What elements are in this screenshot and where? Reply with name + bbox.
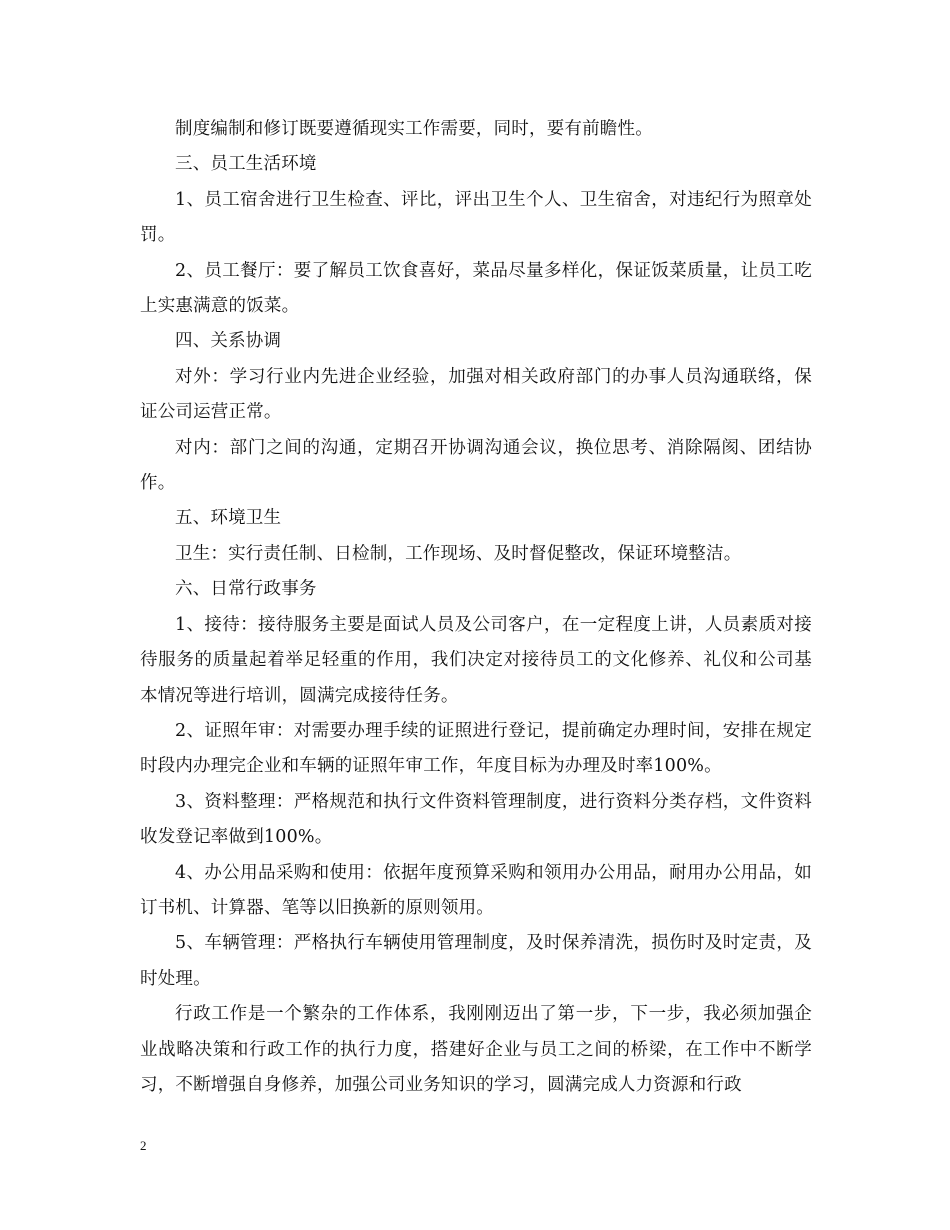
paragraph-15: 5、车辆管理：严格执行车辆使用管理制度，及时保养清洗，损伤时及时定责，及时处理。 (140, 933, 812, 989)
paragraph-6: 对外：学习行业内先进企业经验，加强对相关政府部门的办事人员沟通联络，保证公司运营正常。 (140, 366, 812, 423)
paragraph-12: 2、证照年审：对需要办理手续的证照进行登记，提前确定办理时间，安排在规定时段内办理完企业和车辆的证照年审工作，年度目标为办理及时率100%。 (140, 720, 812, 777)
section-heading-4: 四、关系协调 (175, 331, 282, 352)
paragraph-11: 1、接待：接待服务主要是面试人员及公司客户，在一定程度上讲，人员素质对接待服务的质量起着举足轻重的作用，我们决定对接待员工的文化修养、礼仪和公司基本情况等进行培训，圆满完成接待任务。 (140, 614, 812, 706)
paragraph-9: 卫生：实行责任制、日检制，工作现场、及时督促整改，保证环境整洁。 (175, 543, 742, 564)
document-body (140, 112, 812, 1103)
paragraph-7: 对内：部门之间的沟通，定期召开协调沟通会议，换位思考、消除隔阂、团结协作。 (140, 437, 812, 494)
page-number: 2 (140, 1138, 147, 1153)
paragraph-13: 3、资料整理：严格规范和执行文件资料管理制度，进行资料分类存档，文件资料收发登记率做到100%。 (140, 791, 812, 848)
paragraph-1: 制度编制和修订既要遵循现实工作需要，同时，要有前瞻性。 (175, 119, 653, 139)
paragraph-16: 行政工作是一个繁杂的工作体系，我刚刚迈出了第一步，下一步，我必须加强企业战略决策和行政工作的执行力度，搭建好企业与员工之间的桥梁，在工作中不断学习，不断增强自身修养，加强公司业务知识的学习，圆满完成人力资源和行政 (140, 1004, 812, 1095)
section-heading-5: 五、环境卫生 (175, 508, 282, 529)
section-heading-6: 六、日常行政事务 (175, 579, 317, 600)
paragraph-3: 1、员工宿舍进行卫生检查、评比，评出卫生个人、卫生宿舍，对违纪行为照章处罚。 (140, 189, 812, 246)
section-heading-3: 三、员工生活环境 (175, 154, 317, 175)
paragraph-14: 4、办公用品采购和使用：依据年度预算采购和领用办公用品，耐用办公用品，如订书机、计算器、笔等以旧换新的原则领用。 (140, 862, 812, 918)
paragraph-4: 2、员工餐厅：要了解员工饮食喜好，菜品尽量多样化，保证饭菜质量，让员工吃上实惠满意的饭菜。 (140, 260, 812, 317)
